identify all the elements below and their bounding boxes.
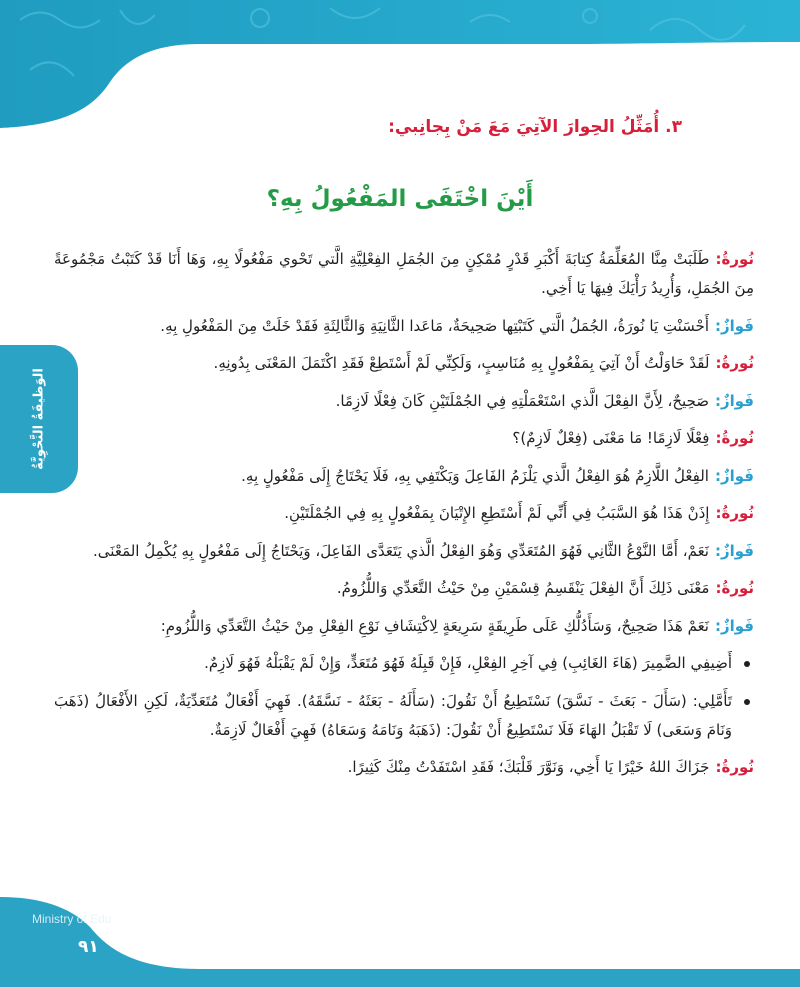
dialogue-line (54, 537, 754, 566)
dialogue-title: أَيْنَ اخْتَفَى المَفْعُولُ بِهِ؟ (266, 186, 534, 212)
speaker-name: فَوازٌ: (714, 541, 754, 560)
dialogue-text: نَعَمْ، أَمَّا النَّوْعُ الثَّانِي فَهُوَ المُتَعَدِّي وَهُوَ الفِعْلُ الَّذي يَتَعَدَّى الفَاعِلَ، وَيَحْتَاجُ إِلَى مَفْعُولٍ بِهِ يُكْمِلُ المَعْنَى. (93, 541, 709, 560)
dialogue-text: صَحِيحٌ، لِأَنَّ الفِعْلَ الَّذي اسْتَعْمَلْتِهِ فِي الجُمْلَتَيْنِ كَانَ فِعْلًا لَازِمًا. (335, 391, 709, 410)
speaker-name: فَوازٌ: (714, 466, 754, 485)
dialogue-text: أَحْسَنْتِ يَا نُورَةُ، الجُمَلُ الَّتي كَتَبْتِها صَحِيحَةٌ، مَاعَدا الثَّانِيَةِ وَالثَّالِثَةِ فَقَدْ خَلَتْ مِنَ المَفْعُولِ بِهِ. (160, 316, 709, 335)
speaker-name: نُورةُ: (715, 579, 754, 597)
dialogue-body (54, 245, 754, 791)
ministry-watermark: Ministry of Edu (32, 912, 112, 926)
dialogue-text: نَعَمْ هَذَا صَحِيحٌ، وَسَأَدُلُّكِ عَلَى طَرِيقَةٍ سَرِيعَةٍ لِاكْتِشَافِ نَوْعِ الفِعْلِ مِنْ حَيْثُ التَّعَدِّي وَاللُّزُومِ: (160, 616, 709, 635)
dialogue-line (54, 349, 754, 378)
dialogue-line (54, 612, 754, 641)
side-tab-label: الوَظيفَةُ النَّحْوِيَّةُ (31, 368, 47, 470)
dialogue-line (54, 499, 754, 528)
speaker-name: نُورةُ: (715, 354, 754, 372)
bullet-text: أَضِيفِي الضَّمِيرَ (هَاءَ الغَائِبِ) فِي آخِرِ الفِعْلِ، فَإِنْ قَبِلَهُ فَهُوَ مُتَعَدٍّ، وَإِنْ لَمْ يَقْبَلْهُ فَهُوَ لَازِمٌ. (204, 654, 732, 672)
dialogue-text: طَلَبَتْ مِنَّا المُعَلِّمَةُ كِتابَةَ أَكْبَرِ قَدْرٍ مُمْكِنٍ مِنَ الجُمَلِ الفِعْلِيَّةِ الَّتي تَحْوي مَفْعُولًا بِهِ، وَهَا أَنَا قَدْ كَتَبْتُ مَجْمُوعَةً مِنَ الجُمَلِ، وَأُرِيدُ رَأْيَكَ فِيهَا يَا أَخِي. (54, 250, 754, 297)
speaker-name: نُورةُ: (715, 250, 754, 268)
dialogue-text: مَعْنَى ذَلِكَ أَنَّ الفِعْلَ يَنْقَسِمُ قِسْمَيْنِ مِنْ حَيْثُ التَّعَدِّي وَاللُّزُومُ. (336, 579, 710, 597)
dialogue-line (54, 462, 754, 491)
tip-bullet (54, 649, 754, 678)
dialogue-line (54, 574, 754, 603)
bottom-decorative-band (0, 897, 800, 987)
tip-bullet (54, 687, 754, 745)
speaker-name: فَوازٌ: (714, 316, 754, 335)
dialogue-line (54, 245, 754, 303)
speaker-name: فَوازٌ: (714, 391, 754, 410)
dialogue-line (54, 753, 754, 782)
dialogue-text: فِعْلًا لَازِمًا! مَا مَعْنَى (فِعْلٌ لَازِمٌ)؟ (512, 429, 710, 447)
dialogue-line (54, 387, 754, 416)
dialogue-text: الفِعْلُ اللَّازِمُ هُوَ الفِعْلُ الَّذي يَلْزَمُ الفَاعِلَ وَيَكْتَفِي بِهِ، فَلَا يَحْتَاجُ إِلَى مَفْعُولٍ بِهِ. (241, 466, 709, 485)
dialogue-text: جَزَاكَ اللهُ خَيْرًا يَا أَخِي، وَنَوَّرَ قَلْبَكَ؛ فَقَدِ اسْتَفَدْتُ مِنْكَ كَثِيرًا. (347, 758, 710, 776)
exercise-instruction: ٣. أُمَثِّلُ الحِوارَ الآتِيَ مَعَ مَنْ بِجانِبي: (388, 117, 682, 137)
dialogue-text: إِذَنْ هَذَا هُوَ السَّبَبُ فِي أَنِّي لَمْ أَسْتَطِعِ الإِتْيَانَ بِمَفْعُولٍ بِهِ فِي الجُمْلَتَيْنِ. (284, 504, 710, 522)
speaker-name: نُورةُ: (715, 504, 754, 522)
dialogue-line (54, 424, 754, 453)
bullet-text: تَأَمَّلِي: (سَأَلَ - بَعَثَ - نَسَّقَ) نَسْتَطِيعُ أَنْ نَقُولَ: (سَأَلَهُ - بَعَثَهُ - نَسَّقَهُ). فَهِيَ أَفْعَالٌ مُتَعَدِّيَةٌ، لَكِنِ الأَفْعَالُ (ذَهَبَ وَنَامَ وَسَعَى) لَا تَقْبَلُ الهَاءَ فَلَا نَسْتَطِيعُ أَنْ نَقُولَ: (ذَهَبَهُ وَنَامَهُ وَسَعَاهُ) فَهِيَ أَفْعَالٌ لَازِمَةٌ. (54, 691, 732, 739)
page-number: ٩١ (78, 937, 99, 957)
speaker-name: نُورةُ: (715, 758, 754, 776)
dialogue-text: لَقَدْ حَاوَلْتُ أَنْ آتِيَ بِمَفْعُولٍ بِهِ مُنَاسِبٍ، وَلَكِنِّي لَمْ أَسْتَطِعْ فَقَدِ اكْتَمَلَ المَعْنَى بِدُونِهِ. (213, 354, 710, 372)
speaker-name: نُورةُ: (715, 429, 754, 447)
speaker-name: فَوازٌ: (714, 616, 754, 635)
dialogue-line (54, 312, 754, 341)
top-decorative-band (0, 0, 800, 132)
